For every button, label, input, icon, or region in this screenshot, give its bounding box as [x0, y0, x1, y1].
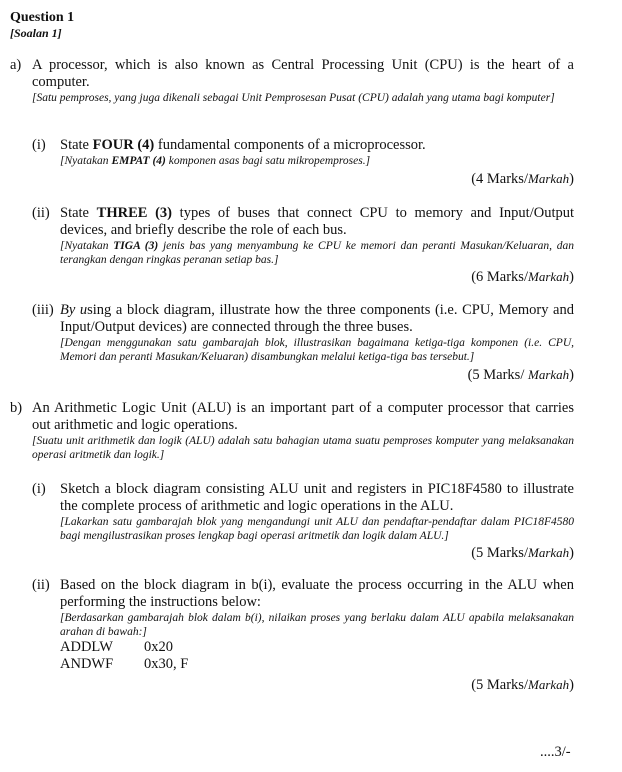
part-a-i-malay: [Nyatakan EMPAT (4) komponen asas bagi satu mikropemproses.]: [60, 155, 371, 167]
part-a-ii-marks: (6 Marks/Markah): [471, 269, 574, 285]
instruction-row: [60, 656, 188, 673]
part-b-ii-english: Based on the block diagram in b(i), evaluate the process occurring in the ALU when performing the instructions below:: [60, 577, 574, 610]
part-b-stem: [32, 400, 574, 462]
part-a-i: [60, 137, 574, 168]
part-b-i-label: (i): [32, 481, 46, 497]
part-a-i-english: State FOUR (4) fundamental components of a microprocessor.: [60, 137, 426, 153]
part-a-label: a): [10, 57, 22, 73]
part-b-english: An Arithmetic Logic Unit (ALU) is an important part of a computer processor that carries out arithmetic and logic operations.: [32, 400, 574, 433]
part-b-i-malay: [Lakarkan satu gambarajah blok yang mengandungi unit ALU dan pendaftar-pendaftar dalam PIC18F4580 bagi mengilustrasikan proses lengkap bagi operasi aritmetik dan logik dalam ALU.]: [60, 516, 574, 542]
part-b-i-marks: (5 Marks/Markah): [471, 545, 574, 561]
part-b-label: b): [10, 400, 23, 416]
part-a-malay: [Satu pemproses, yang juga dikenali sebagai Unit Pemprosesan Pusat (CPU) adalah yang utama bagi komputer]: [32, 92, 555, 104]
part-a-ii-english: State THREE (3) types of buses that connect CPU to memory and Input/Output devices, and briefly describe the role of each bus.: [60, 205, 574, 238]
part-b-ii-malay: [Berdasarkan gambarajah blok dalam b(i), nilaikan proses yang berlaku dalam ALU apabila melaksanakan arahan di bawah:]: [60, 612, 574, 638]
part-a-ii: [60, 205, 574, 267]
instruction-operand: 0x20: [144, 639, 173, 655]
part-b-ii-marks: (5 Marks/Markah): [471, 677, 574, 693]
part-a-ii-label: (ii): [32, 205, 50, 221]
page-number: ....3/-: [540, 744, 571, 760]
part-a-iii-marks: (5 Marks/ Markah): [467, 367, 574, 383]
part-a-iii-english: By using a block diagram, illustrate how the three components (i.e. CPU, Memory and Input/Output devices) are connected through the three buses.: [60, 302, 574, 335]
part-a-iii-malay: [Dengan menggunakan satu gambarajah blok, illustrasikan bagaimana ketiga-tiga komponen (i.e. CPU, Memori dan peranti Masukan/Keluaran) disambungkan melalui ketiga-tiga bas tersebut.]: [60, 337, 574, 363]
part-b-i: [60, 481, 574, 543]
part-a-iii: [60, 302, 574, 364]
instruction-list: [60, 639, 188, 673]
part-a-i-marks: (4 Marks/Markah): [471, 171, 574, 187]
part-b-ii-label: (ii): [32, 577, 50, 593]
instruction-operand: 0x30, F: [144, 656, 189, 672]
part-b-malay: [Suatu unit arithmetik dan logik (ALU) adalah satu bahagian utama suatu pemproses komputer yang melaksanakan operasi aritmetik dan logik.]: [32, 435, 574, 461]
part-a-english: A processor, which is also known as Central Processing Unit (CPU) is the heart of a computer.: [32, 57, 574, 90]
question-header: [10, 10, 74, 40]
question-subtitle: [Soalan 1]: [10, 26, 62, 40]
part-a-ii-malay: [Nyatakan TIGA (3) jenis bas yang menyambung ke CPU ke memori dan peranti Masukan/Keluaran, dan terangkan dengan ringkas peranan setiap bas.]: [60, 240, 574, 266]
instruction-mnemonic: ANDWF: [60, 656, 114, 672]
instruction-row: [60, 639, 188, 656]
instruction-mnemonic: ADDLW: [60, 639, 113, 655]
part-a-i-label: (i): [32, 137, 46, 153]
question-title: Question 1: [10, 10, 75, 25]
part-a-iii-label: (iii): [32, 302, 54, 318]
part-a-stem: [32, 57, 574, 105]
part-b-ii: [60, 577, 574, 673]
part-b-i-english: Sketch a block diagram consisting ALU unit and registers in PIC18F4580 to illustrate the complete process of arithmetic and logic operations in the ALU.: [60, 481, 574, 514]
